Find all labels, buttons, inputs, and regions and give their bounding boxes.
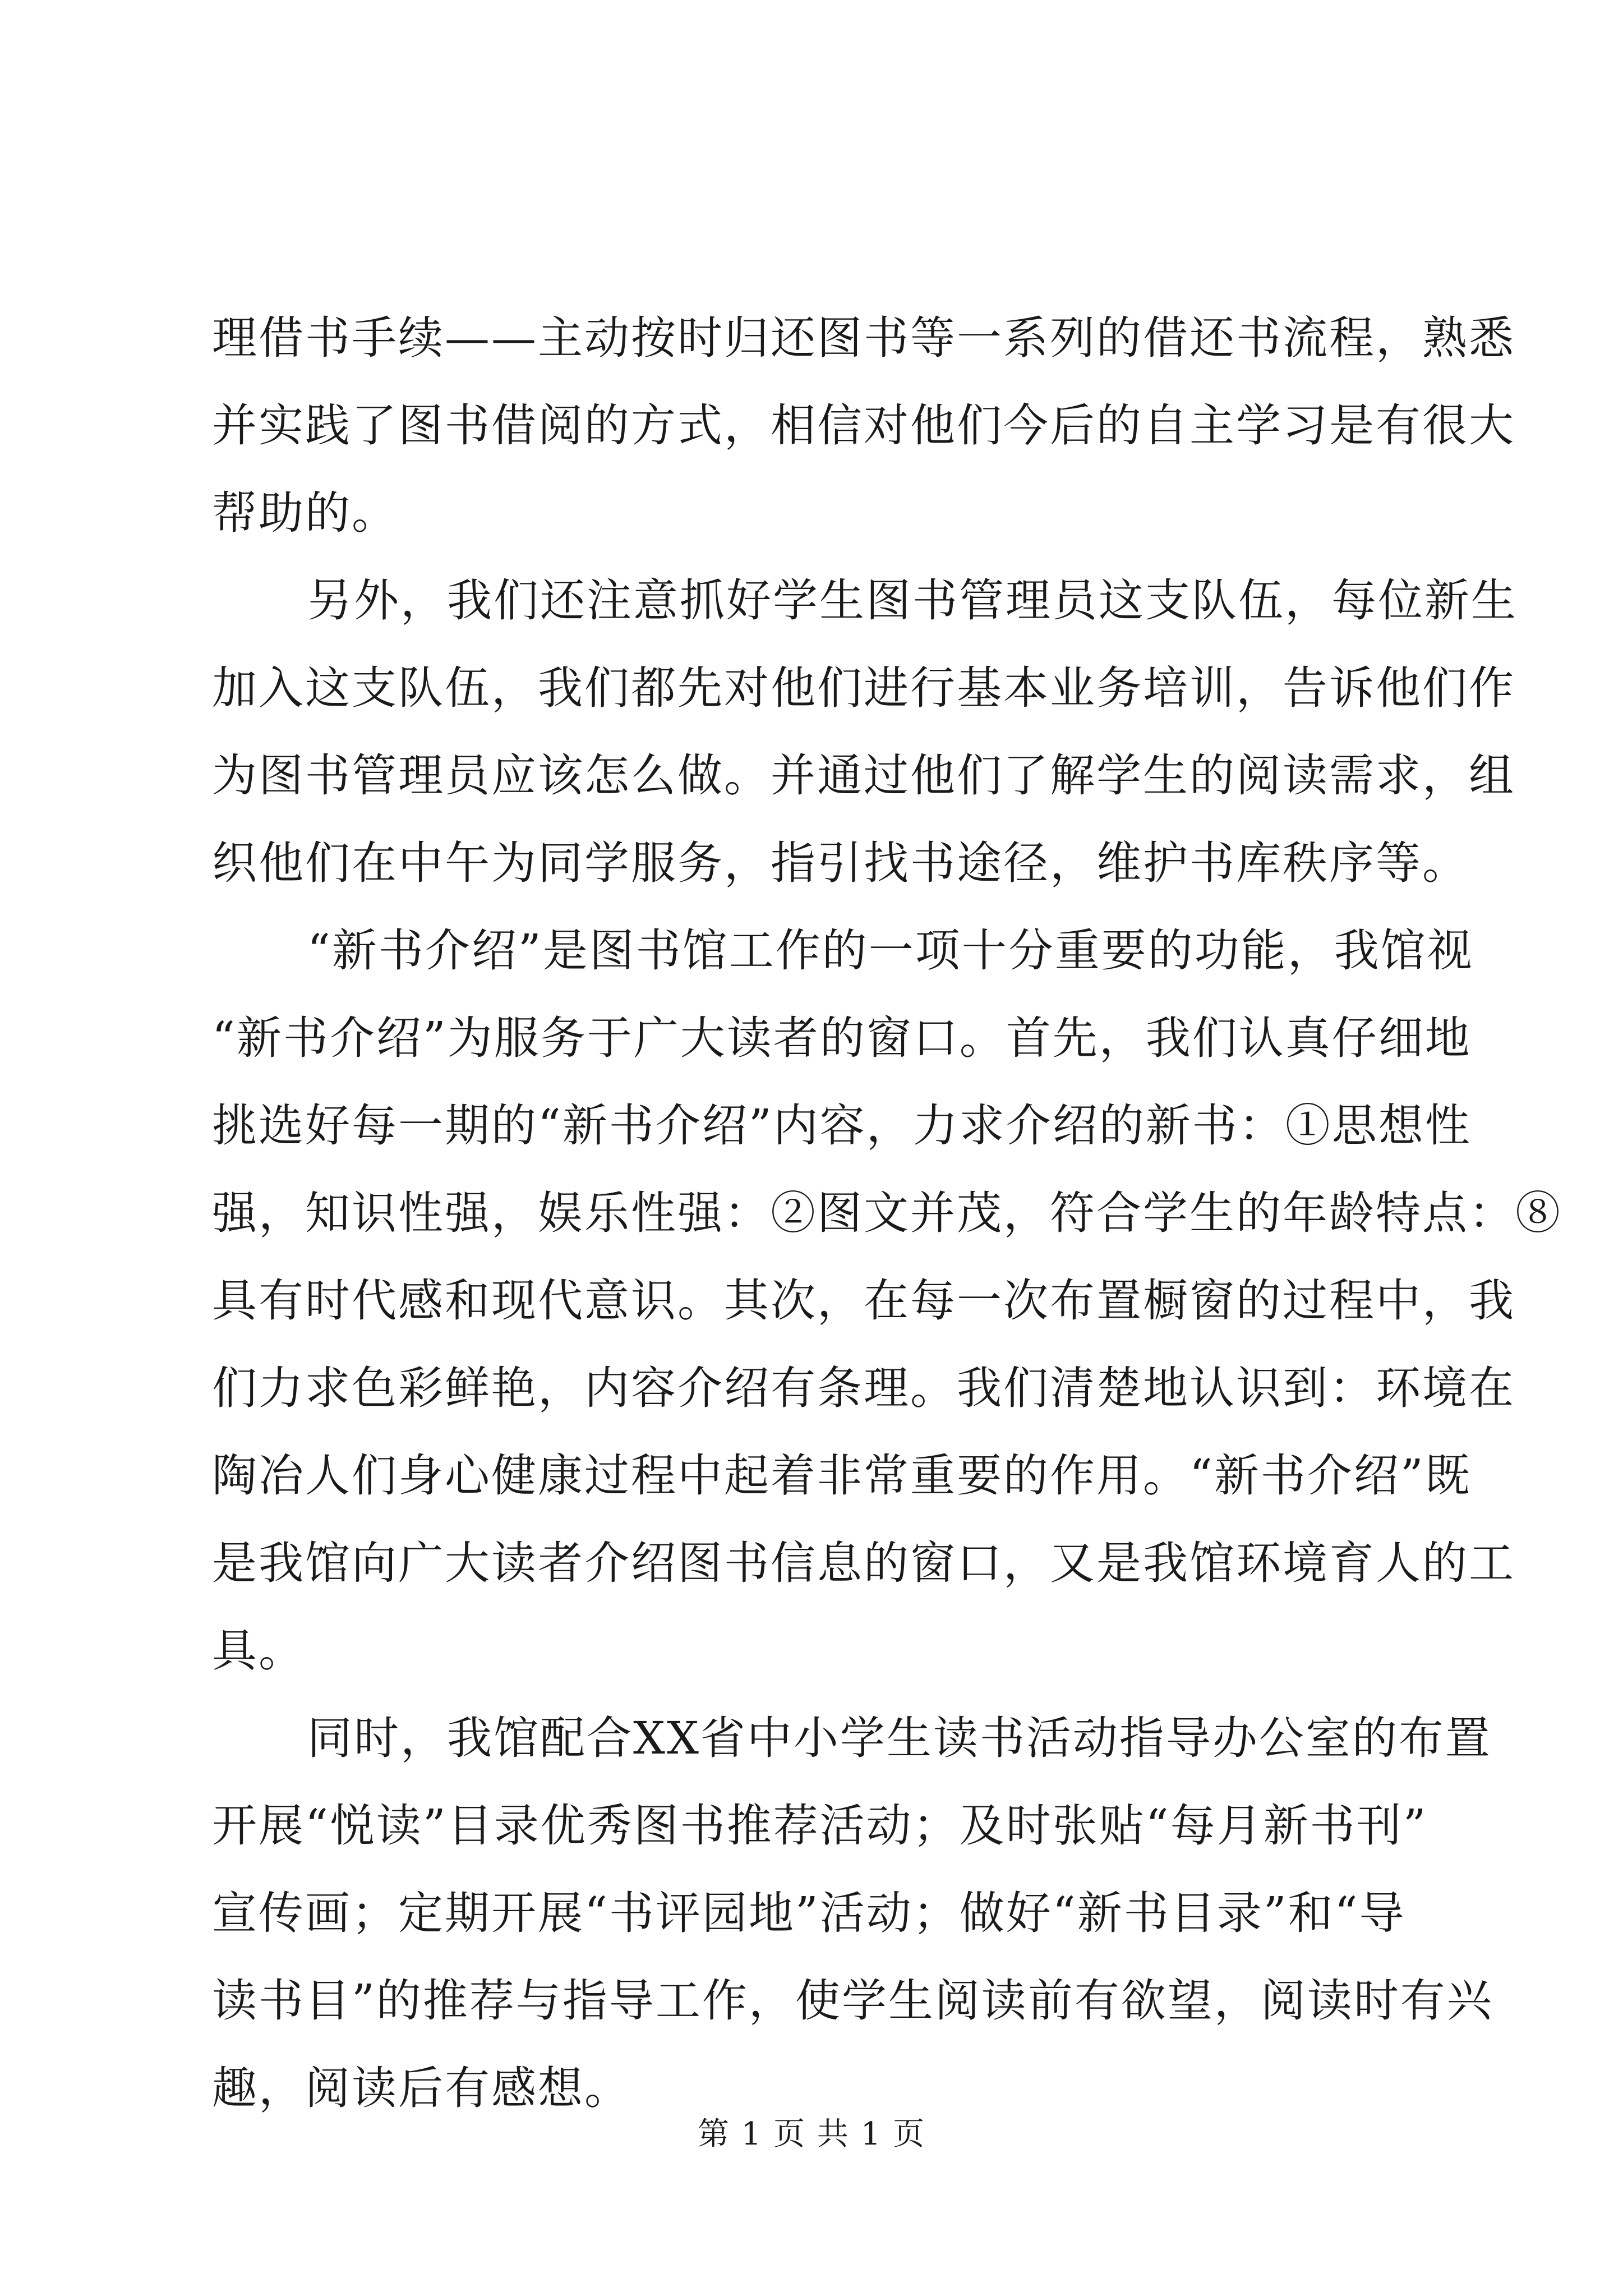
paragraph-new-book-introduction — [212, 907, 1562, 1695]
text-line: “新书介绍”为服务于广大读者的窗口。首先，我们认真仔细地 — [212, 1012, 1472, 1064]
text-line: 是我馆向广大读者介绍图书信息的窗口，又是我馆环境育人的工 — [212, 1537, 1515, 1589]
paragraph-reading-activities — [212, 1695, 1493, 2132]
text-line: 陶冶人们身心健康过程中起着非常重要的作用。“新书介绍”既 — [212, 1450, 1472, 1502]
page-footer — [0, 2115, 1623, 2154]
text-line: 宣传画；定期开展“书评园地”活动；做好“新书目录”和“导 — [212, 1887, 1406, 1939]
text-line: 另外，我们还注意抓好学生图书管理员这支队伍，每位新生 — [307, 574, 1518, 627]
text-line: “新书介绍”是图书馆工作的一项十分重要的功能，我馆视 — [307, 924, 1474, 977]
text-line: 帮助的。 — [212, 487, 398, 539]
text-line: 趣，阅读后有感想。 — [212, 2062, 631, 2114]
text-line: 具有时代感和现代意识。其次，在每一次布置橱窗的过程中，我 — [212, 1274, 1515, 1327]
text-line: 们力求色彩鲜艳，内容介绍有条理。我们清楚地认识到：环境在 — [212, 1362, 1515, 1414]
text-line: 理借书手续——主动按时归还图书等一系列的借还书流程，熟悉 — [212, 312, 1515, 364]
paragraph-student-librarians — [212, 557, 1518, 907]
page-number-label: 第 1 页 共 1 页 — [697, 2116, 926, 2152]
text-line: 强，知识性强，娱乐性强：②图文并茂，符合学生的年龄特点：⑧ — [212, 1187, 1562, 1239]
text-line: 同时，我馆配合XX省中小学生读书活动指导办公室的布置 — [307, 1712, 1492, 1764]
text-line: 并实践了图书借阅的方式，相信对他们今后的自主学习是有很大 — [212, 399, 1515, 452]
text-line: 为图书管理员应该怎么做。并通过他们了解学生的阅读需求，组 — [212, 749, 1515, 802]
text-line: 挑选好每一期的“新书介绍”内容，力求介绍的新书：①思想性 — [212, 1099, 1472, 1152]
text-line: 读书目”的推荐与指导工作，使学生阅读前有欲望，阅读时有兴 — [212, 1975, 1493, 2027]
document-body — [212, 295, 1562, 2132]
text-line: 加入这支队伍，我们都先对他们进行基本业务培训，告诉他们作 — [212, 662, 1515, 714]
text-line: 开展“悦读”目录优秀图书推荐活动；及时张贴“每月新书刊” — [212, 1800, 1428, 1852]
text-line: 织他们在中午为同学服务，指引找书途径，维护书库秩序等。 — [212, 837, 1469, 889]
paragraph-borrowing-process — [212, 295, 1515, 557]
text-line: 具。 — [212, 1625, 305, 1677]
